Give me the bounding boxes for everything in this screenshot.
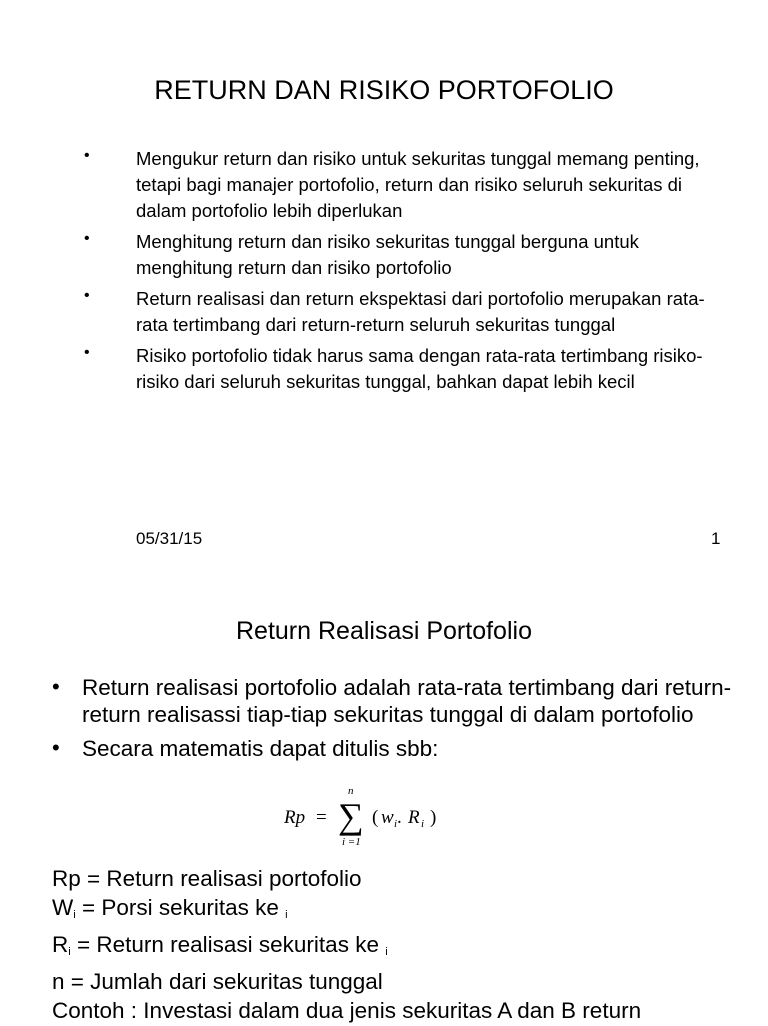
formula-r: R (408, 807, 420, 828)
formula-w-subscript: i (394, 818, 398, 830)
list-item (0, 286, 768, 338)
w-symbol-subscript: i (73, 909, 76, 921)
slide-2-title: Return Realisasi Portofolio (236, 617, 532, 645)
slide-page-number: 1 (711, 529, 721, 548)
slide-2 (0, 585, 768, 1024)
list-item (0, 674, 768, 728)
list-item (0, 343, 768, 395)
r-symbol-subscript: i (68, 946, 71, 958)
formula-lhs: Rp (284, 807, 306, 828)
bullet-text: Mengukur return dan risiko untuk sekuritas tunggal memang penting, tetapi bagi manajer portofolio, return dan risiko seluruh sekuritas di dalam portofolio lebih diperlukan (136, 148, 700, 221)
definition-n: n = Jumlah dari sekuritas tunggal (52, 969, 383, 994)
formula-w: w (381, 807, 394, 828)
slide-date: 05/31/15 (136, 529, 203, 548)
definition-rp: Rp = Return realisasi portofolio (52, 866, 362, 891)
list-item (0, 735, 768, 762)
formula-close-paren: ) (430, 807, 437, 828)
example-text: Contoh : Investasi dalam dua jenis sekuritas A dan B return (52, 998, 642, 1023)
bullet-icon: • (84, 147, 90, 164)
w-tail-subscript: i (285, 909, 288, 921)
bullet-icon: • (84, 230, 90, 247)
bullet-text: Risiko portofolio tidak harus sama dengan rata-rata tertimbang risiko- risiko dari seluruh sekuritas tunggal, bahkan dapat lebih kecil (136, 345, 703, 392)
formula-open-paren: ( (372, 807, 379, 828)
bullet-text: Menghitung return dan risiko sekuritas tunggal berguna untuk menghitung return dan risiko portofolio (136, 231, 639, 278)
bullet-icon: • (52, 735, 60, 760)
bullet-text: Return realisasi dan return ekspektasi dari portofolio merupakan rata-rata tertimbang dari return-return seluruh sekuritas tunggal (136, 288, 705, 335)
bullet-icon: • (84, 344, 90, 361)
definitions (52, 865, 768, 1026)
r-tail-subscript: i (385, 946, 388, 958)
formula-equals: = (316, 807, 327, 828)
bullet-icon: • (52, 674, 60, 699)
formula-r-subscript: i (421, 818, 425, 830)
sigma-symbol: ∑ (338, 796, 364, 836)
bullet-text: Secara matematis dapat ditulis sbb: (82, 736, 439, 761)
definition-r (52, 931, 768, 966)
definition-w (52, 894, 768, 929)
bullet-text: Return realisasi portofolio adalah rata-rata tertimbang dari return-return realisassi tiap-tiap sekuritas tunggal di dalam portofolio (82, 675, 732, 727)
w-definition-text: = Porsi sekuritas ke (75, 895, 286, 920)
r-symbol: R (52, 932, 69, 957)
formula-dot: . (397, 807, 402, 828)
bullet-icon: • (84, 287, 90, 304)
list-item (0, 229, 768, 281)
slide-1-title: RETURN DAN RISIKO PORTOFOLIO (154, 75, 614, 105)
formula-lower-limit: i =1 (342, 836, 361, 848)
w-symbol: W (52, 895, 74, 920)
formula-upper-limit: n (348, 785, 354, 797)
list-item (0, 146, 768, 224)
r-definition-text: = Return realisasi sekuritas ke (70, 932, 386, 957)
portfolio-return-formula (280, 781, 460, 851)
slide-2-bullet-list (0, 674, 768, 769)
slide-1-bullet-list (0, 146, 768, 400)
